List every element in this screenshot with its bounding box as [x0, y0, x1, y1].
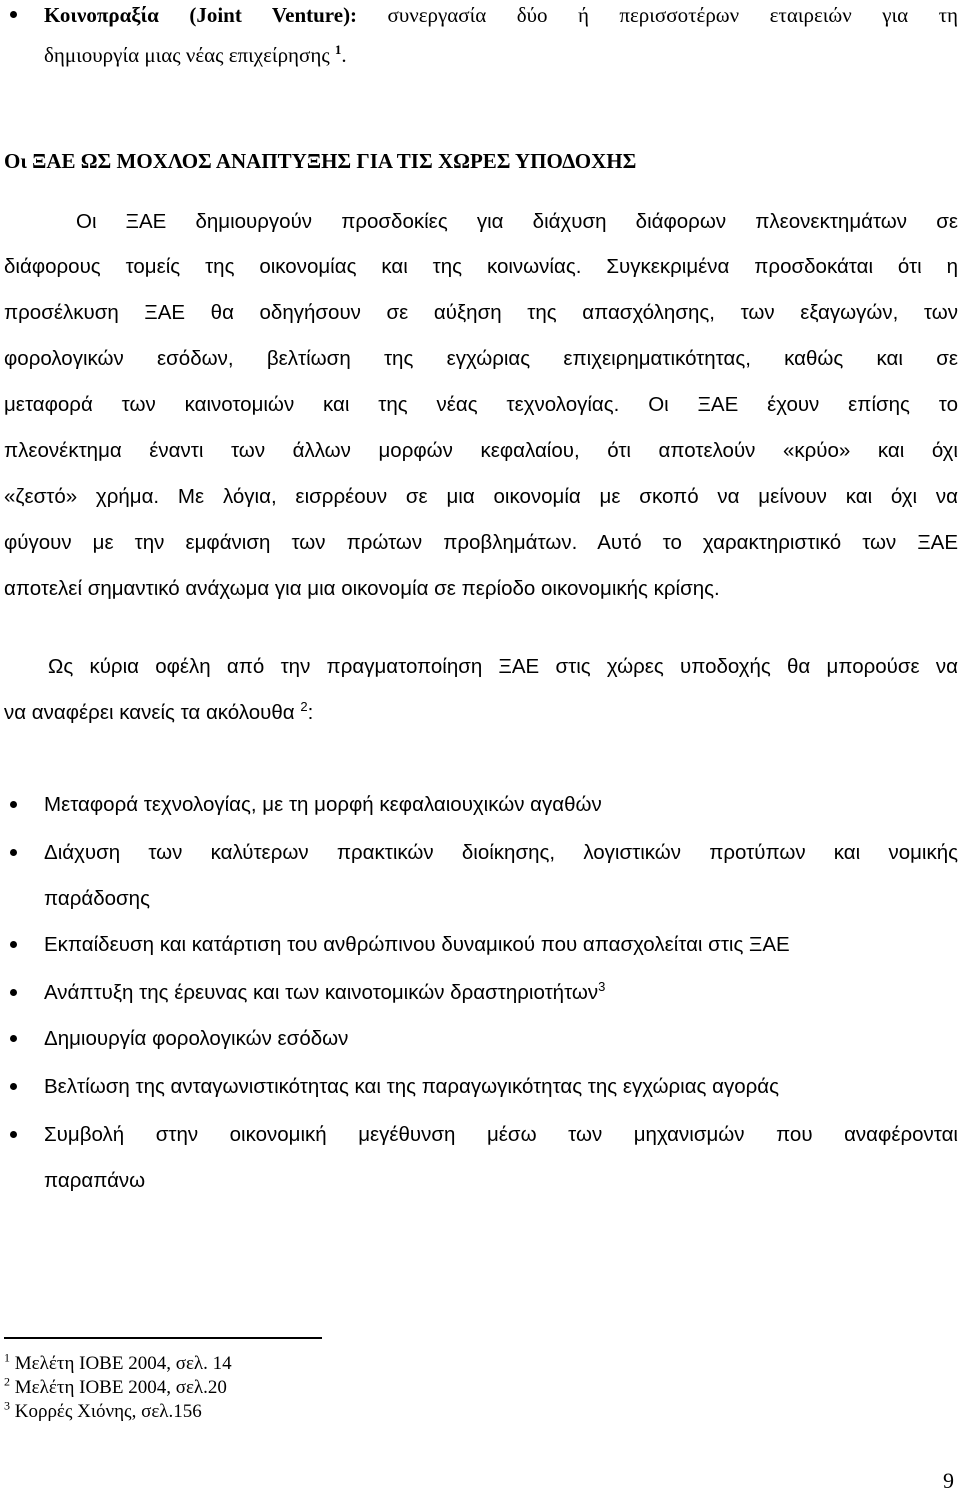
footnote-1: $^1$ Μελέτη ΙΟΒΕ 2004, σελ. 14 [4, 1350, 232, 1374]
intro-bullet-term: Κοινοπραξία (Joint Venture): [44, 3, 358, 27]
list-item: Ανάπτυξη της έρευνας και των καινοτομικών δραστηριοτήτων$^3$ [44, 979, 606, 1004]
paragraph-1-line-8: φύγουν με την εμφάνιση των πρώτων προβλημάτων. Αυτό το χαρακτηριστικό των ΞΑΕ [4, 531, 958, 554]
bullet-dot [10, 941, 17, 948]
list-item: Διάχυση των καλύτερων πρακτικών διοίκησης, λογιστικών προτύπων και νομικής [44, 841, 958, 864]
page-number: 9 [943, 1468, 954, 1493]
intro-bullet-line-2: δημιουργία μιας νέας επιχείρησης $^1$. [44, 42, 347, 67]
paragraph-2-line-2: να αναφέρει κανείς τα ακόλουθα $^2$: [4, 699, 314, 724]
intro-bullet-rest: συνεργασία δύο ή περισσοτέρων εταιρειών για τη [357, 3, 958, 27]
list-item: Βελτίωση της ανταγωνιστικότητας και της παραγωγικότητας της εγχώριας αγοράς [44, 1075, 780, 1098]
paragraph-1-line-7: «ζεστό» χρήμα. Με λόγια, εισρρέουν σε μια οικονομία με σκοπό να μείνουν και όχι να [4, 485, 958, 508]
list-item: Εκπαίδευση και κατάρτιση του ανθρώπινου δυναμικού που απασχολείται στις ΞΑΕ [44, 933, 790, 956]
list-item: Μεταφορά τεχνολογίας, με τη μορφή κεφαλαιουχικών αγαθών [44, 793, 602, 816]
paragraph-1-line-6: πλεονέκτημα έναντι των άλλων μορφών κεφαλαίου, ότι αποτελούν «κρύο» και όχι [4, 439, 958, 462]
bullet-dot [10, 1035, 17, 1042]
paragraph-1-line-4: φορολογικών εσόδων, βελτίωση της εγχώριας επιχειρηματικότητας, καθώς και σε [4, 347, 958, 370]
footnote-3: $^3$ Κορρές Χιόνης, σελ.156 [4, 1398, 202, 1422]
bullet-dot [10, 1131, 17, 1138]
footnote-ref-3[interactable]: 3 [598, 979, 606, 995]
footnote-separator [4, 1337, 322, 1339]
paragraph-1-line-1: Οι ΞΑΕ δημιουργούν προσδοκίες για διάχυση διάφορων πλεονεκτημάτων σε [76, 210, 958, 233]
paragraph-1-line-5: μεταφορά των καινοτομιών και της νέας τεχνολογίας. Οι ΞΑΕ έχουν επίσης το [4, 393, 958, 416]
list-item: Δημιουργία φορολογικών εσόδων [44, 1027, 349, 1050]
paragraph-2-line-1: Ως κύρια οφέλη από την πραγματοποίηση ΞΑΕ στις χώρες υποδοχής θα μπορούσε να [48, 655, 958, 678]
list-item-continuation: παραπάνω [44, 1169, 146, 1192]
footnote-ref-1[interactable]: 1 [334, 42, 342, 57]
list-item-continuation: παράδοσης [44, 887, 150, 910]
footnote-2: $^2$ Μελέτη ΙΟΒΕ 2004, σελ.20 [4, 1374, 227, 1398]
bullet-dot [10, 11, 17, 18]
list-item: Συμβολή στην οικονομική μεγέθυνση μέσω των μηχανισμών που αναφέρονται [44, 1123, 958, 1146]
paragraph-1-line-2: διάφορους τομείς της οικονομίας και της κοινωνίας. Συγκεκριμένα προσδοκάται ότι η [4, 255, 958, 278]
paragraph-1-line-3: προσέλκυση ΞΑΕ θα οδηγήσουν σε αύξηση της απασχόλησης, των εξαγωγών, των [4, 301, 958, 324]
bullet-dot [10, 989, 17, 996]
paragraph-1-line-9: αποτελεί σημαντικό ανάχωμα για μια οικονομία σε περίοδο οικονομικής κρίσης. [4, 577, 720, 600]
bullet-dot [10, 801, 17, 808]
bullet-dot [10, 1083, 17, 1090]
footnote-ref-2[interactable]: 2 [300, 699, 308, 715]
bullet-dot [10, 849, 17, 856]
intro-bullet-line-1 [44, 0, 958, 30]
section-heading: Οι ΞΑΕ ΩΣ ΜΟΧΛΟΣ ΑΝΑΠΤΥΞΗΣ ΓΙΑ ΤΙΣ ΧΩΡΕΣ ΥΠΟΔΟΧΗΣ [4, 149, 637, 173]
